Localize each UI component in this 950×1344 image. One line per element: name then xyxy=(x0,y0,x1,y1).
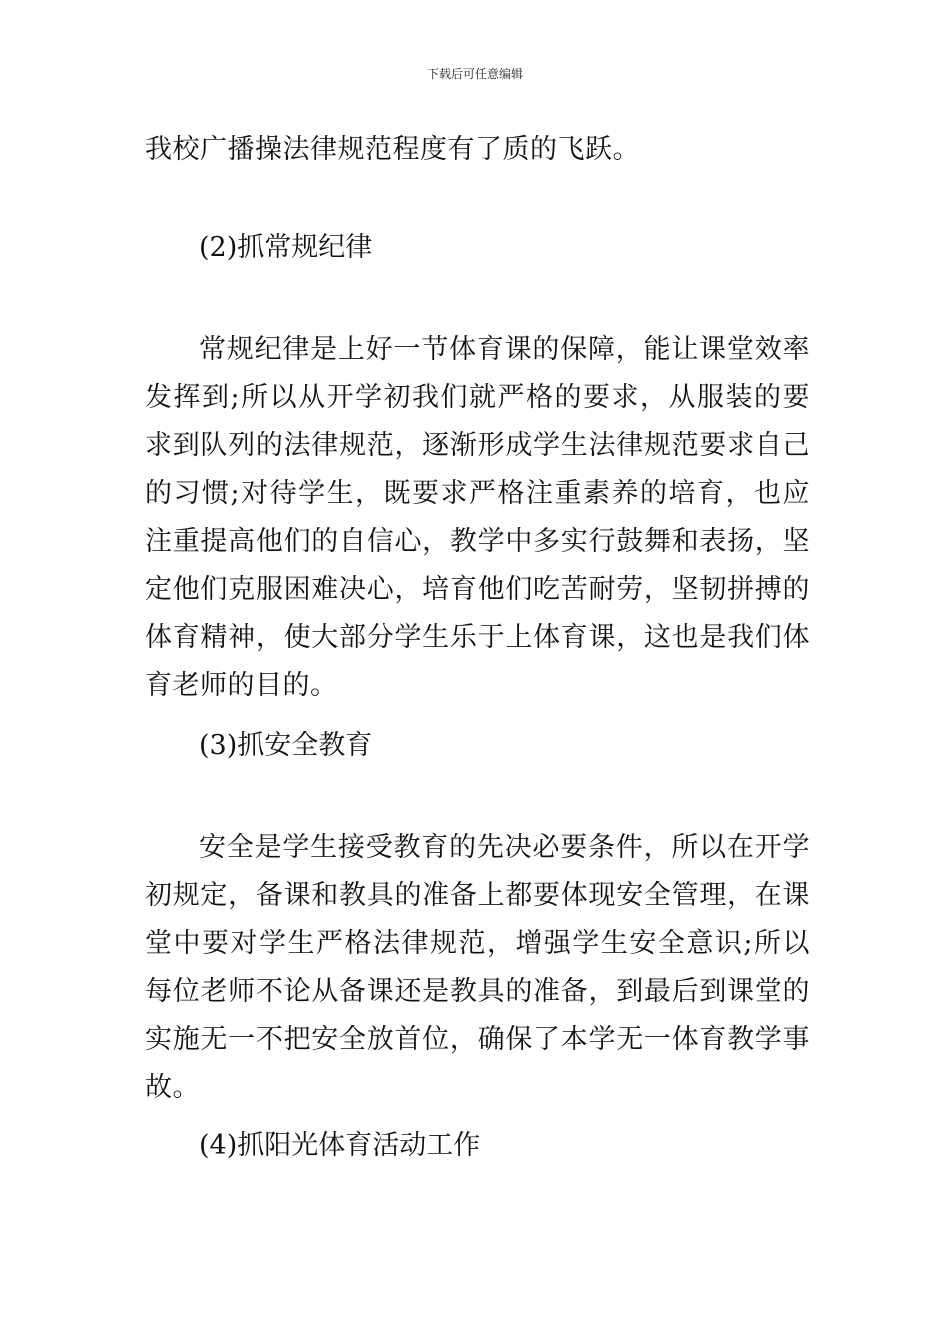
paragraph-discipline: 常规纪律是上好一节体育课的保障，能让课堂效率发挥到;所以从开学初我们就严格的要求，从服装的要求到队列的法律规范，逐渐形成学生法律规范要求自己的习惯;对待学生，既要求严格注重素养的培育，也应注重提高他们的自信心，教学中多实行鼓舞和表扬，坚定他们克服困难决心，培育他们吃苦耐劳，坚韧拼搏的体育精神，使大部分学生乐于上体育课，这也是我们体育老师的目的。 xyxy=(145,334,810,701)
section-heading-3: (3)抓安全教育 xyxy=(199,730,373,761)
header-note: 下载后可任意编辑 xyxy=(426,67,523,81)
paragraph-safety: 安全是学生接受教育的先决必要条件，所以在开学初规定，备课和教具的准备上都要体现安全管理，在课堂中要对学生严格法律规范，增强学生安全意识;所以每位老师不论从备课还是教具的准备，到最后到课堂的实施无一不把安全放首位，确保了本学无一体育教学事故。 xyxy=(145,832,810,1103)
section-heading-4: (4)抓阳光体育活动工作 xyxy=(199,1130,481,1161)
section-heading-2: (2)抓常规纪律 xyxy=(199,232,373,263)
paragraph-continuation: 我校广播操法律规范程度有了质的飞跃。 xyxy=(145,134,640,165)
